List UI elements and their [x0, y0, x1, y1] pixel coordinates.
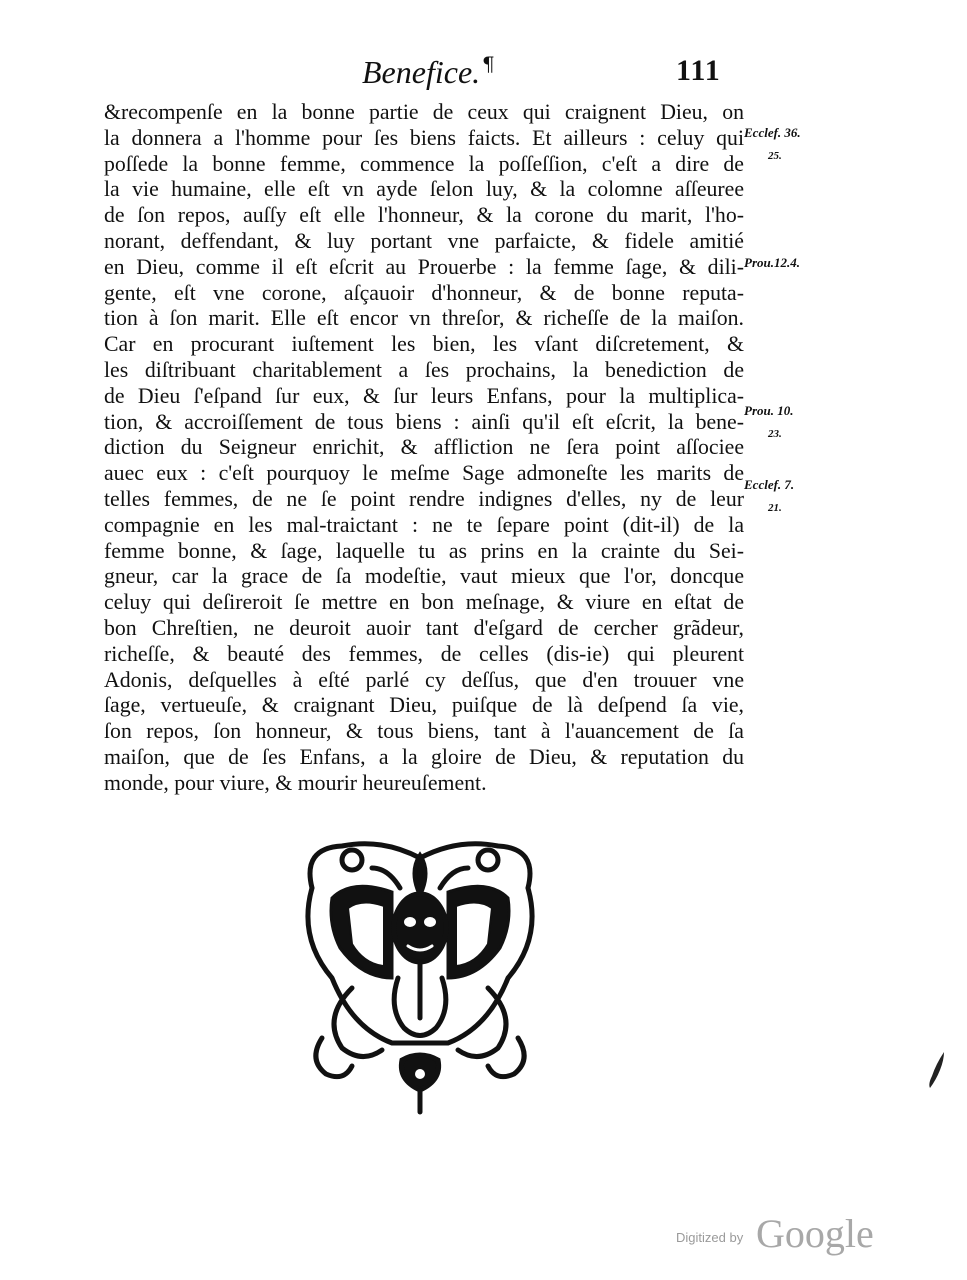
margin-note-proverbs-12 — [744, 250, 800, 276]
text-line: telles femmes, de ne ſe point rendre indignes d'elles, ny de leur — [104, 486, 744, 511]
margin-note-text: Prou.12.4. — [744, 255, 800, 270]
text-line: de ſon repos, auſſy eſt elle l'honneur, & la corone du marit, l'ho- — [104, 203, 744, 228]
digitization-watermark — [676, 1211, 896, 1256]
margin-note-text: Prou. 10. — [744, 403, 794, 418]
digitized-by-label: Digitized by — [676, 1230, 744, 1245]
woodcut-ornament — [292, 828, 548, 1120]
text-line: gente, eſt vne corone, aſçauoir d'honneur, & de bonne reputa- — [104, 280, 744, 305]
text-line: gneur, car la grace de ſa modeſtie, vaut mieux que l'or, doncque — [104, 564, 744, 589]
text-line: celuy qui deſireroit ſe mettre en bon meſnage, & viure en eſtat de — [104, 590, 744, 615]
text-line-last: monde, pour viure, & mourir heureuſement. — [104, 770, 487, 795]
margin-note-text: Ecclef. 7. — [744, 477, 795, 492]
text-line: norant, deffendant, & luy portant vne parfaicte, & fidele amitié — [104, 228, 744, 253]
text-line: poſſede la bonne femme, commence la poſſeſſion, c'eſt a dire de — [104, 151, 744, 176]
text-line: Car en procurant iuſtement les bien, les vſant diſcretement, & — [104, 332, 744, 357]
text-line: ſage, vertueuſe, & craignant Dieu, puiſque de là deſpend ſa vie, — [104, 693, 744, 718]
text-line: la vie humaine, elle eſt vn ayde ſelon luy, & la colomne aſſeuree — [104, 177, 744, 202]
google-logo: Google — [756, 1211, 874, 1256]
scan-artifact-mark — [926, 1050, 946, 1090]
text-line: de Dieu ſ'eſpand ſur eux, & ſur leurs Enfans, pour la multiplica- — [104, 383, 744, 408]
text-line: diction du Seigneur enrichit, & affliction ne ſera point aſſociee — [104, 435, 744, 460]
running-title: Benefice. — [362, 54, 481, 90]
text-line: richeſſe, & beauté des femmes, de celles (dis-ie) qui pleurent — [104, 641, 744, 666]
text-line: compagnie en les mal-traictant : ne te ſepare point (dit-il) de la — [104, 512, 744, 537]
text-line: les diſtribuant charitablement a ſes prochains, la benediction de — [104, 357, 744, 382]
page-header — [0, 52, 967, 92]
text-line: maiſon, que de ſes Enfans, a la gloire de Dieu, & reputation du — [104, 744, 744, 769]
text-line: tion à ſon marit. Elle eſt encor vn threſor, & richeſſe de la maiſon. — [104, 306, 744, 331]
text-line: la donnera a l'homme pour ſes biens faicts. Et ailleurs : celuy qui — [104, 125, 744, 150]
margin-note-text: Ecclef. 36. — [744, 125, 801, 140]
text-line: bon Chreſtien, ne deuroit auoir tant d'eſgard de cercher grãdeur, — [104, 615, 744, 640]
body-text — [104, 100, 744, 797]
text-line: ſon repos, ſon honneur, & tous biens, tant à l'auancement de ſa — [104, 719, 744, 744]
pilcrow-mark: ¶ — [482, 52, 495, 76]
margin-note-ecclesiasticus-36 — [744, 120, 801, 166]
text-line: auec eux : c'eſt pourquoy le meſme Sage admoneſte les marits de — [104, 461, 744, 486]
margin-note-proverbs-10 — [744, 398, 793, 444]
text-line: en Dieu, comme il eſt eſcrit au Prouerbe : la femme ſage, & dili- — [104, 254, 744, 279]
text-line: tion, & accroiſſement de tous biens : ainſi qu'il eſt eſcrit, la bene- — [104, 409, 744, 434]
margin-note-continuation: 21. — [768, 501, 782, 514]
page-number: 111 — [676, 54, 721, 87]
margin-note-continuation: 25. — [768, 149, 782, 162]
margin-note-continuation: 23. — [768, 427, 782, 440]
margin-note-ecclesiasticus-7 — [744, 472, 794, 518]
text-line: &recompenſe en la bonne partie de ceux qui craignent Dieu, on — [104, 100, 744, 124]
text-line: femme bonne, & ſage, laquelle tu as prins en la crainte du Sei- — [104, 538, 744, 563]
text-line: Adonis, deſquelles à eſté parlé cy deſſus, que d'en trouuer vne — [104, 667, 744, 692]
